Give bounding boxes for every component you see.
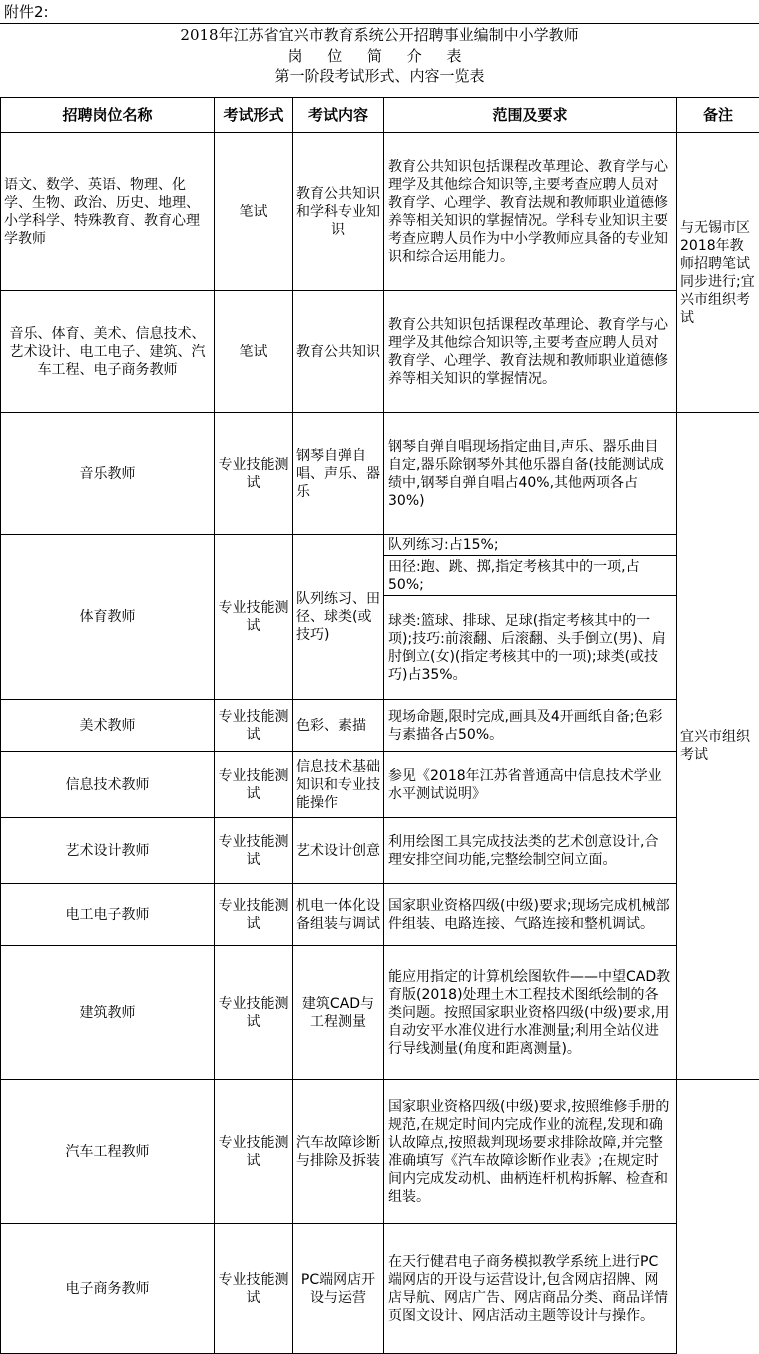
scope-requirements: 利用绘图工具完成技法类的艺术创意设计,合理安排空间功能,完整绘制空间立面。 <box>384 818 677 884</box>
exam-form: 专业技能测试 <box>215 946 293 1080</box>
exam-form: 专业技能测试 <box>215 1080 293 1224</box>
exam-content: 艺术设计创意 <box>293 818 384 884</box>
header-position: 招聘岗位名称 <box>1 98 215 133</box>
scope-requirements: 国家职业资格四级(中级)要求,按照维修手册的规范,在规定时间内完成作业的流程,发现和确认故障点,按照裁判现场要求排除故障,并完整准确填写《汽车故障诊断作业表》;在规定时间内完成发动机、曲柄连杆机构拆解、检查和组装。 <box>384 1080 677 1224</box>
table-row <box>1 133 759 291</box>
exam-content: 教育公共知识 <box>293 291 384 413</box>
exam-form: 笔试 <box>215 291 293 413</box>
exam-content: 建筑CAD与工程测量 <box>293 946 384 1080</box>
exam-form: 专业技能测试 <box>215 700 293 752</box>
table-row <box>1 818 759 884</box>
table-row <box>1 291 759 413</box>
exam-form: 专业技能测试 <box>215 1224 293 1354</box>
attachment-label: 附件2: <box>0 0 759 24</box>
table-row <box>1 700 759 752</box>
table-header-row <box>1 98 759 133</box>
position-name: 音乐、体育、美术、信息技术、艺术设计、电工电子、建筑、汽车工程、电子商务教师 <box>1 291 215 413</box>
scope-item: 球类:篮球、排球、足球(指定考核其中的一项);技巧:前滚翻、后滚翻、头手倒立(男)、肩肘倒立(女)(指定考核其中的一项);球类(或技巧)占35%。 <box>384 596 677 700</box>
exam-form: 专业技能测试 <box>215 413 293 535</box>
header-remarks: 备注 <box>677 98 759 133</box>
document-subtitle-2: 第一阶段考试形式、内容一览表 <box>0 66 759 86</box>
position-name: 建筑教师 <box>1 946 215 1080</box>
exam-content: PC端网店开设与运营 <box>293 1224 384 1354</box>
table-row <box>1 413 759 535</box>
scope-requirements: 现场命题,限时完成,画具及4开画纸自备;色彩与素描各占50%。 <box>384 700 677 752</box>
position-table <box>0 97 759 1354</box>
header-form: 考试形式 <box>215 98 293 133</box>
exam-form: 专业技能测试 <box>215 884 293 946</box>
document-title: 2018年江苏省宜兴市教育系统公开招聘事业编制中小学教师 <box>0 24 759 46</box>
position-name: 信息技术教师 <box>1 752 215 818</box>
exam-content: 钢琴自弹自唱、声乐、器乐 <box>293 413 384 535</box>
exam-form: 专业技能测试 <box>215 752 293 818</box>
header-content: 考试内容 <box>293 98 384 133</box>
remark-skill: 宜兴市组织考试 <box>677 413 759 1080</box>
exam-content: 队列练习、田径、球类(或技巧) <box>293 535 384 700</box>
scope-item: 田径:跑、跳、掷,指定考核其中的一项,占50%; <box>384 556 677 596</box>
exam-content: 汽车故障诊断与排除及拆装 <box>293 1080 384 1224</box>
position-name: 电工电子教师 <box>1 884 215 946</box>
scope-requirements: 国家职业资格四级(中级)要求;现场完成机械部件组装、电路连接、气路连接和整机调试。 <box>384 884 677 946</box>
position-name: 汽车工程教师 <box>1 1080 215 1224</box>
scope-requirements: 能应用指定的计算机绘图软件——中望CAD教育版(2018)处理土木工程技术图纸绘制的各类问题。按照国家职业资格四级(中级)要求,用自动安平水准仪进行水准测量;利用全站仪进行导线测量(角度和距离测量)。 <box>384 946 677 1080</box>
position-name: 语文、数学、英语、物理、化学、生物、政治、历史、地理、小学科学、特殊教育、教育心理学教师 <box>1 133 215 291</box>
exam-content: 教育公共知识和学科专业知识 <box>293 133 384 291</box>
scope-requirements: 在天行健君电子商务模拟教学系统上进行PC端网店的开设与运营设计,包含网店招牌、网店导航、网店广告、网店商品分类、商品详情页图文设计、网店活动主题等设计与操作。 <box>384 1224 677 1354</box>
exam-form: 笔试 <box>215 133 293 291</box>
remark-written: 与无锡市区2018年教师招聘笔试同步进行;宜兴市组织考试 <box>677 133 759 413</box>
exam-form: 专业技能测试 <box>215 535 293 700</box>
scope-requirements: 参见《2018年江苏省普通高中信息技术学业水平测试说明》 <box>384 752 677 818</box>
table-row <box>1 884 759 946</box>
table-row <box>1 752 759 818</box>
scope-requirements: 教育公共知识包括课程改革理论、教育学与心理学及其他综合知识等,主要考查应聘人员对教育学、心理学、教育法规和教师职业道德修养等相关知识的掌握情况。 <box>384 291 677 413</box>
position-name: 体育教师 <box>1 535 215 700</box>
table-row <box>1 1224 759 1354</box>
exam-content: 信息技术基础知识和专业技能操作 <box>293 752 384 818</box>
position-name: 音乐教师 <box>1 413 215 535</box>
exam-content: 机电一体化设备组装与调试 <box>293 884 384 946</box>
exam-form: 专业技能测试 <box>215 818 293 884</box>
scope-requirements: 钢琴自弹自唱现场指定曲目,声乐、器乐曲目自定,器乐除钢琴外其他乐器自备(技能测试成绩中,钢琴自弹自唱占40%,其他两项各占30%) <box>384 413 677 535</box>
header-scope: 范围及要求 <box>384 98 677 133</box>
position-name: 艺术设计教师 <box>1 818 215 884</box>
table-row <box>1 1080 759 1224</box>
table-row <box>1 946 759 1080</box>
exam-content: 色彩、素描 <box>293 700 384 752</box>
scope-item: 队列练习:占15%; <box>384 535 677 556</box>
position-name: 电子商务教师 <box>1 1224 215 1354</box>
position-name: 美术教师 <box>1 700 215 752</box>
table-row <box>1 535 759 556</box>
document-subtitle: 岗 位 简 介 表 <box>0 46 759 66</box>
scope-requirements: 教育公共知识包括课程改革理论、教育学与心理学及其他综合知识等,主要考查应聘人员对教育学、心理学、教育法规和教师职业道德修养等相关知识的掌握情况。学科专业知识主要考查应聘人员作为中小学教师应具备的专业知识和综合运用能力。 <box>384 133 677 291</box>
